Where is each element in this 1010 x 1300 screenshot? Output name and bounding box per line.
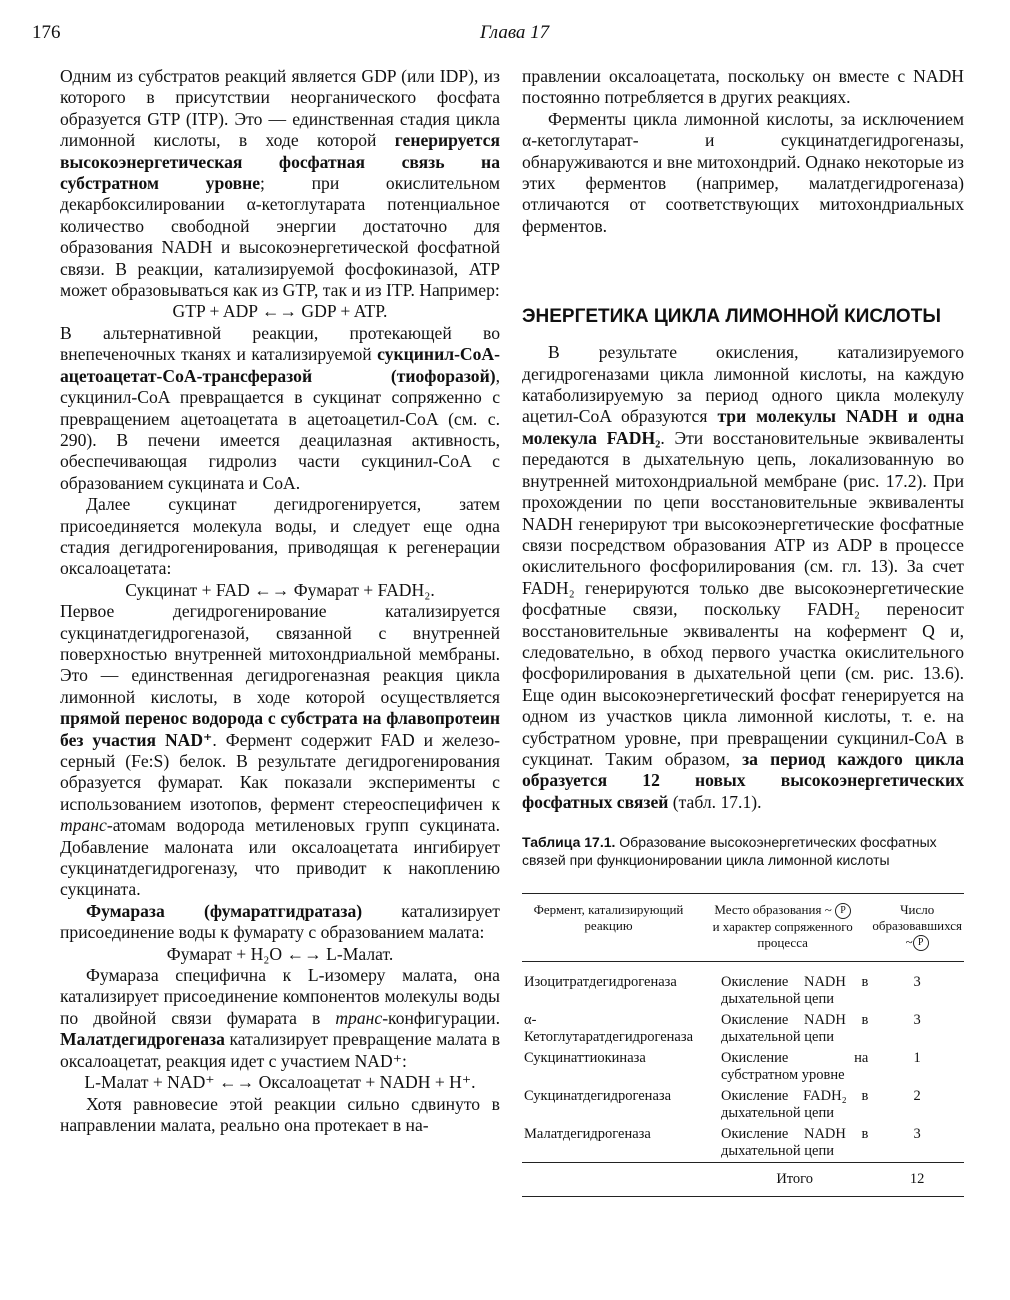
site-cell: Окисление NADH в дыхательной цепи: [721, 974, 869, 1008]
paragraph: В результате окисления, катализируемого дегидрогеназами цикла лимонной кислоты, на каждую катаболизируемую за период одного цикла молекулу ацетил-CoA образуются три молекулы NADH и одна молекула FADH₂. Эти восстановительные эквиваленты передаются в дыхательную цепь, локализованную во внутренней митохондриальной мембране (рис. 17.2). При прохождении по цепи восстановительные эквиваленты NADH генерируют три высокоэнергетические фосфатные связи посредством образования ATP из ADP в процессе окислительного фосфорилирования (см. гл. 13). За счет FADH₂ генерируются только две высокоэнергетические фосфатные связи, поскольку FADH₂ переносит восстановительные эквиваленты на кофермент Q и, следовательно, в обход первого участка окислительного фосфорилирования в дыхательной цепи (см. рис. 13.6). Еще один высокоэнергетический фосфат генерируется на одном из участков цикла лимонной кислоты, т. е. на субстратном уровне, при превращении сукцинил-CoA в сукцинат. Таким образом, за период каждого цикла образуется 12 новых высокоэнергетических фосфатных связей (табл. 17.1).: [522, 342, 964, 812]
site-cell: Окисление на субстратном уровне: [721, 1050, 869, 1084]
equation: Фумарат + H₂O ←→ L-Малат.: [166, 943, 394, 964]
header-site: Место образования ~ P и характер сопряженного процесса: [712, 902, 853, 951]
enzyme-cell: Сукцинаттиокиназа: [524, 1050, 646, 1067]
table-caption: Таблица 17.1. Образование высокоэнергетических фосфатных связей при функционировании цикла лимонной кислоты: [522, 834, 937, 869]
total-label: Итого: [776, 1171, 814, 1188]
paragraph: правлении оксалоацетата, поскольку он вместе с NADH постоянно потребляется в других реакциях.: [522, 66, 964, 108]
header-enzyme: Фермент, катализирующий реакцию: [533, 902, 684, 934]
table-header-row: [522, 894, 964, 962]
phosphate-symbol-icon: P: [913, 935, 929, 951]
enzyme-cell: α-Кетоглутаратдегидрогеназа: [524, 1012, 694, 1046]
count-cell: 3: [913, 1012, 921, 1029]
paragraph: В альтернативной реакции, протекающей во внепеченочных тканях и катализируемой сукцинил-CoA-ацетоацетат-CoA-трансферазой (тиофоразой), сукцинил-CoA превращается в сукцинат сопряженно с превращением ацетоацетата в ацетоацетил-CoA (см. с. 290). В печени имеется деацилазная активность, обеспечивающая гидролиз части сукцинил-CoA с образованием сукцината и CoA.: [60, 322, 500, 493]
table-row: [522, 1048, 964, 1086]
paragraph: Фумараза (фумаратгидратаза) катализирует присоединение воды к фумарату с образованием малата:: [60, 900, 500, 943]
paragraph: Хотя равновесие этой реакции сильно сдвинуто в направлении малата, реально она протекает в на-: [60, 1093, 500, 1135]
enzyme-cell: Сукцинатдегидрогеназа: [524, 1088, 672, 1105]
energy-table: [522, 893, 964, 1197]
paragraph: Ферменты цикла лимонной кислоты, за исключением α-кетоглутарат- и сукцинатдегидрогеназы, обнаруживаются и вне митохондрий. Однако некоторые из этих ферментов (например, малатдегидрогеназа) отличаются от соответствующих митохондриальных ферментов.: [522, 108, 964, 236]
table-row: [522, 1086, 964, 1124]
table-row: [522, 962, 964, 1011]
site-cell: Окисление NADH в дыхательной цепи: [721, 1012, 869, 1046]
header-count: Число образовавшихся ~ P: [870, 894, 964, 962]
equation: Сукцинат + FAD ←→ Фумарат + FADH₂.: [125, 579, 435, 600]
right-column: [522, 66, 964, 1197]
table-row: [522, 1124, 964, 1163]
total-value: 12: [909, 1171, 925, 1188]
count-cell: 1: [913, 1050, 921, 1067]
left-column: [60, 66, 500, 1136]
enzyme-cell: Малатдегидрогеназа: [524, 1126, 651, 1143]
equation: L-Малат + NAD⁺ ←→ Оксалоацетат + NADH + H⁺.: [84, 1072, 476, 1093]
chapter-title: Глава 17: [480, 22, 550, 43]
phosphate-symbol-icon: P: [835, 903, 851, 919]
page-number: 176: [32, 22, 61, 43]
equation: GTP + ADP ←→ GDP + ATP.: [172, 301, 388, 322]
site-cell: Окисление FADH₂ в дыхательной цепи: [721, 1088, 869, 1122]
count-cell: 3: [913, 974, 921, 991]
count-cell: 3: [913, 1126, 921, 1143]
site-cell: Окисление NADH в дыхательной цепи: [721, 1126, 869, 1160]
paragraph: Первое дегидрогенирование катализируется сукцинатдегидрогеназой, связанной с внутренней поверхностью внутренней митохондриальной мембраны. Это — единственная дегидрогеназная реакция цикла лимонной кислоты, в ходе которой осуществляется прямой перенос водорода с субстрата на флавопротеин без участия NAD⁺. Фермент содержит FAD и железо-серный (Fe:S) белок. В результате дегидрогенирования образуется фумарат. Как показали эксперименты с использованием изотопов, фермент стереоспецифичен к транс-атомам водорода метиленовых групп сукцината. Добавление малоната или оксалоацетата ингибирует сукцинатдегидрогеназу, что приводит к накоплению сукцината.: [60, 601, 500, 900]
count-cell: 2: [913, 1088, 921, 1105]
section-heading: ЭНЕРГЕТИКА ЦИКЛА ЛИМОННОЙ КИСЛОТЫ: [522, 306, 941, 328]
enzyme-cell: Изоцитратдегидрогеназа: [524, 974, 677, 991]
paragraph: Далее сукцинат дегидрогенируется, затем присоединяется молекула воды, и следует еще одна стадия дегидрогенирования, приводящая к регенерации оксалоацетата:: [60, 494, 500, 579]
paragraph: Фумараза специфична к L-изомеру малата, она катализирует присоединение компонентов молекулы воды по двойной связи фумарата в транс-конфигурации. Малатдегидрогеназа катализирует превращение малата в оксалоацетат, реакция идет с участием NAD⁺:: [60, 965, 500, 1071]
table-row: [522, 1010, 964, 1048]
table-total-row: [522, 1163, 964, 1197]
paragraph: Одним из субстратов реакций является GDP (или IDP), из которого в присутствии неорганического фосфата образуется GTP (ITP). Это — единственная стадия цикла лимонной кислоты, в ходе которой генерируется высокоэнергетическая фосфатная связь на субстратном уровне; при окислительном декарбоксилировании α-кетоглутарата потенциальное количество свободной энергии достаточно для образования NADH и высокоэнергетической фосфатной связи. В реакции, катализируемой фосфокиназой, ATP может образовываться как из GTP, так и из ITP. Например:: [60, 66, 500, 301]
